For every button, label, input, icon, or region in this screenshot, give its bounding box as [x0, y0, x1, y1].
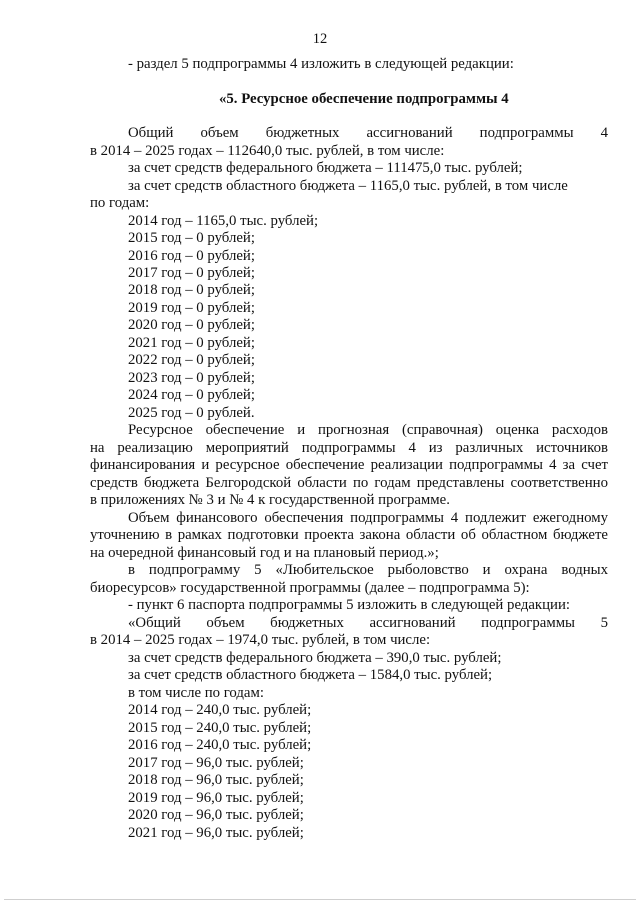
year-line: 2017 год – 96,0 тыс. рублей; — [128, 755, 304, 771]
year-line: 2014 год – 1165,0 тыс. рублей; — [128, 213, 319, 229]
year-line: 2019 год – 96,0 тыс. рублей; — [128, 790, 304, 806]
text-line: на реализацию мероприятий подпрограммы 4 из различных источников — [90, 440, 608, 456]
text-line: уточнению в рамках подготовки проекта закона области об областном бюджете — [90, 527, 608, 543]
text-line: за счет средств областного бюджета – 1584,0 тыс. рублей; — [128, 667, 493, 683]
text-line: в приложениях № 3 и № 4 к государственной программе. — [90, 492, 450, 508]
text-line: Ресурсное обеспечение и прогнозная (справочная) оценка расходов — [128, 422, 608, 438]
year-line: 2015 год – 0 рублей; — [128, 230, 255, 246]
year-line: 2020 год – 96,0 тыс. рублей; — [128, 807, 304, 823]
year-line: 2016 год – 0 рублей; — [128, 248, 255, 264]
section-heading: «5. Ресурсное обеспечение подпрограммы 4 — [219, 91, 509, 107]
text-line: Общий объем бюджетных ассигнований подпрограммы 4 — [128, 125, 608, 141]
year-line: 2019 год – 0 рублей; — [128, 300, 255, 316]
year-line: 2018 год – 96,0 тыс. рублей; — [128, 772, 304, 788]
text-line: в 2014 – 2025 годах – 112640,0 тыс. рублей, в том числе: — [90, 143, 445, 159]
year-line: 2020 год – 0 рублей; — [128, 317, 255, 333]
year-line: 2023 год – 0 рублей; — [128, 370, 255, 386]
year-line: 2015 год – 240,0 тыс. рублей; — [128, 720, 312, 736]
text-line: финансирования и ресурсное обеспечение реализации подпрограммы 4 за счет — [90, 457, 608, 473]
year-line: 2024 год – 0 рублей; — [128, 387, 255, 403]
text-line: в 2014 – 2025 годах – 1974,0 тыс. рублей, в том числе: — [90, 632, 431, 648]
year-line: 2021 год – 0 рублей; — [128, 335, 255, 351]
year-line: 2022 год – 0 рублей; — [128, 352, 255, 368]
text-line: биоресурсов» государственной программы (далее – подпрограмма 5): — [90, 580, 530, 596]
text-line: средств бюджета Белгородской области по годам представлены соответственно — [90, 475, 608, 491]
text-line: - пункт 6 паспорта подпрограммы 5 изложить в следующей редакции: — [128, 597, 570, 613]
text-line: за счет средств федерального бюджета – 390,0 тыс. рублей; — [128, 650, 502, 666]
text-line: за счет средств федерального бюджета – 111475,0 тыс. рублей; — [128, 160, 523, 176]
text-line: Объем финансового обеспечения подпрограммы 4 подлежит ежегодному — [128, 510, 608, 526]
text-line: в подпрограмму 5 «Любительское рыболовство и охрана водных — [128, 562, 608, 578]
year-line: 2016 год – 240,0 тыс. рублей; — [128, 737, 312, 753]
text-line: «Общий объем бюджетных ассигнований подпрограммы 5 — [128, 615, 608, 631]
text-line: по годам: — [90, 195, 150, 211]
year-line: 2014 год – 240,0 тыс. рублей; — [128, 702, 312, 718]
year-line: 2021 год – 96,0 тыс. рублей; — [128, 825, 304, 841]
text-line: - раздел 5 подпрограммы 4 изложить в следующей редакции: — [128, 56, 514, 72]
year-line: 2025 год – 0 рублей. — [128, 405, 255, 421]
year-line: 2018 год – 0 рублей; — [128, 282, 255, 298]
text-line: на очередной финансовый год и на плановый период.»; — [90, 545, 439, 561]
page-bottom-edge — [4, 899, 636, 900]
year-line: 2017 год – 0 рублей; — [128, 265, 255, 281]
text-line: за счет средств областного бюджета – 1165,0 тыс. рублей, в том числе — [128, 178, 568, 194]
page-number: 12 — [312, 31, 328, 47]
text-line: в том числе по годам: — [128, 685, 264, 701]
